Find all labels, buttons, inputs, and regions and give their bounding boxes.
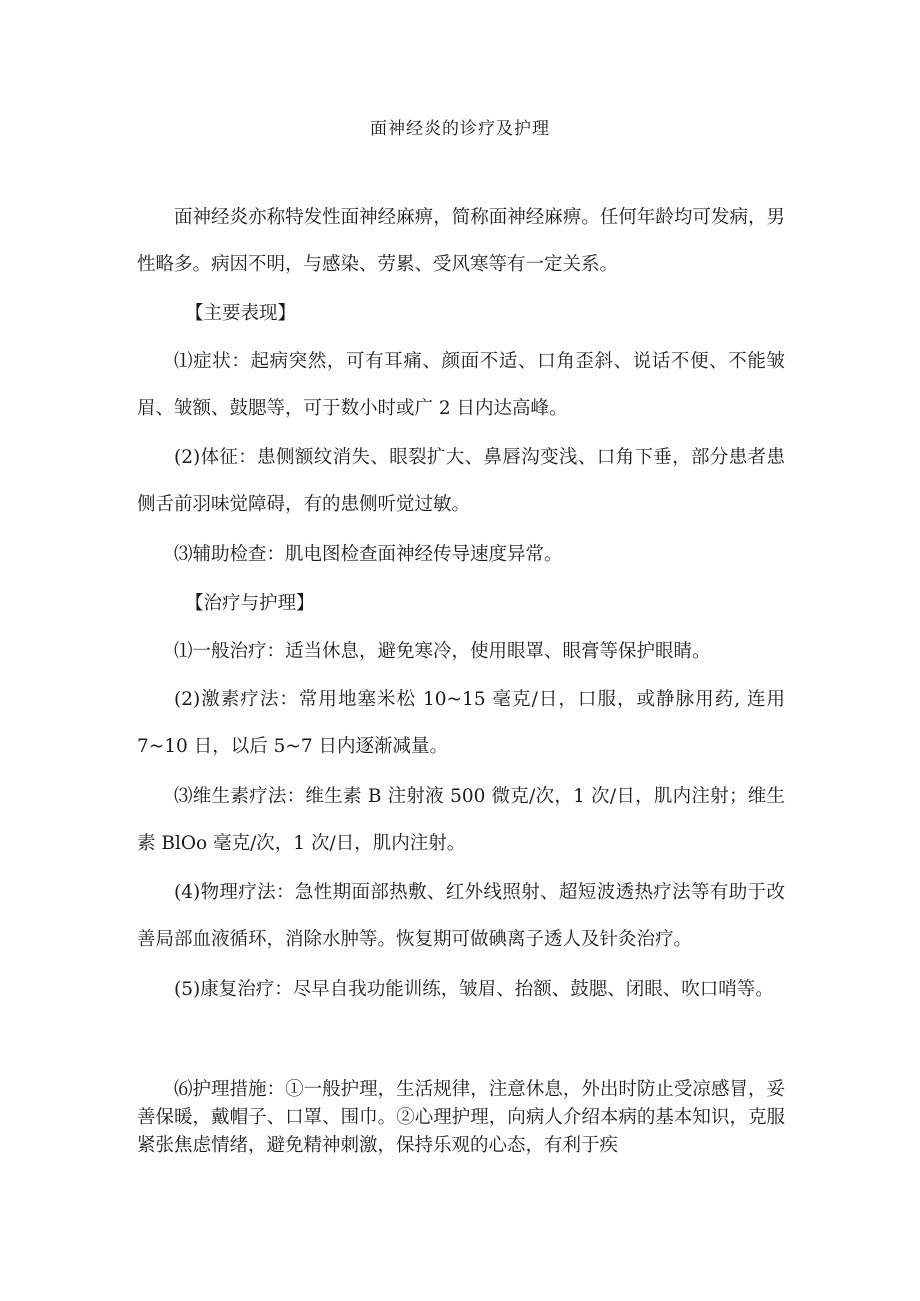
general-treatment-paragraph: ⑴一般治疗：适当休息，避免寒冷，使用眼罩、眼膏等保护眼睛。 (174, 641, 711, 662)
document-title: 面神经炎的诊疗及护理 (370, 119, 550, 139)
symptom-paragraph: ⑴症状：起病突然，可有耳痛、颜面不适、口角歪斜、说话不便、不能皱眉、皱额、鼓腮等，可于数小时或广 2 日内达高峰。 (137, 351, 785, 419)
section-heading-main-manifestations: 【主要表现】 (185, 303, 297, 324)
physical-therapy-paragraph: (4)物理疗法：急性期面部热敷、红外线照射、超短波透热疗法等有助于改善局部血液循环，消除水肿等。恢复期可做碘离子透人及针灸治疗。 (137, 882, 785, 950)
nursing-measures-paragraph: ⑹护理措施：①一般护理，生活规律，注意休息，外出时防止受凉感冒，妥善保暖，戴帽子、口罩、围巾。②心理护理，向病人介绍本病的基本知识，克服紧张焦虑情绪，避免精神刺激，保持乐观的心态，有利于疾 (137, 1079, 785, 1156)
hormone-therapy-paragraph: (2)激素疗法：常用地塞米松 10~15 毫克/日，口服，或静脉用药, 连用 7~10 日，以后 5~7 日内逐渐减量。 (137, 689, 785, 757)
rehabilitation-paragraph: (5)康复治疗：尽早自我功能训练，皱眉、抬额、鼓腮、闭眼、吹口哨等。 (174, 979, 774, 1000)
auxiliary-exam-paragraph: ⑶辅助检查：肌电图检查面神经传导速度异常。 (174, 544, 563, 565)
vitamin-therapy-paragraph: ⑶维生素疗法：维生素 B 注射液 500 微克/次，1 次/日，肌内注射；维生素 BlOo 毫克/次，1 次/日，肌内注射。 (137, 786, 785, 854)
section-heading-treatment-nursing: 【治疗与护理】 (185, 593, 315, 614)
sign-paragraph: (2)体征：患侧额纹消失、眼裂扩大、鼻唇沟变浅、口角下垂，部分患者患侧舌前羽味觉障碍，有的患侧听觉过敏。 (137, 447, 785, 515)
intro-paragraph: 面神经炎亦称特发性面神经麻痹，简称面神经麻痹。任何年龄均可发病，男性略多。病因不明，与感染、劳累、受风寒等有一定关系。 (137, 207, 785, 275)
